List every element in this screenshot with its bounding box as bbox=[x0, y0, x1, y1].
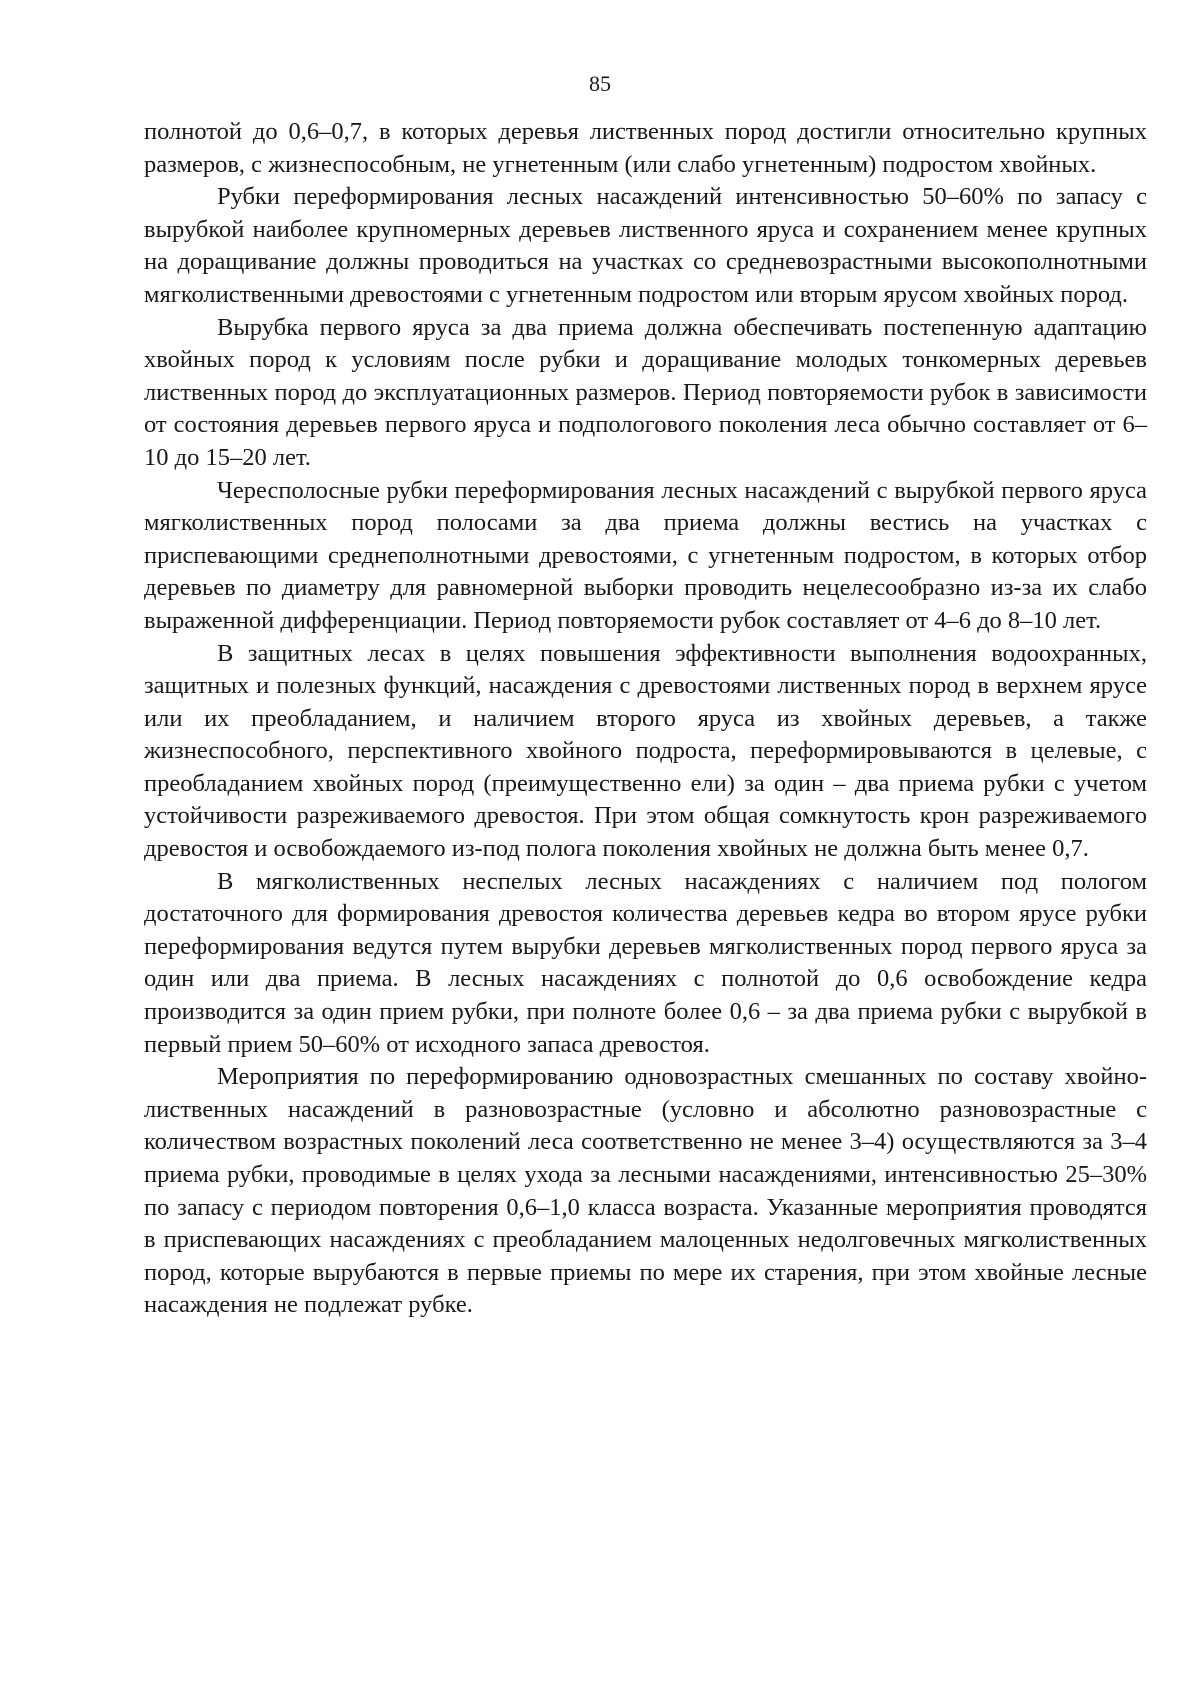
paragraph-uneven-aged-conversion: Мероприятия по переформированию одновозрастных смешанных по составу хвойно-лиственных насаждений в разновозрастные (условно и абсолютно разновозрастные с количеством возрастных поколений леса соответственно не менее 3–4) осуществляются за 3–4 приема рубки, проводимые в целях ухода за лесными насаждениями, интенсивностью 25–30% по запасу с периодом повторения 0,6–1,0 класса возраста. Указанные мероприятия проводятся в приспевающих насаждениях с преобладанием малоценных недолговечных мягколиственных пород, которые вырубаются в первые приемы по мере их старения, при этом хвойные лесные насаждения не подлежат рубке. bbox=[144, 1063, 1147, 1319]
paragraph-first-tier-removal: Вырубка первого яруса за два приема должна обеспечивать постепенную адаптацию хвойных пород к условиям после рубки и доращивание молодых тонкомерных деревьев лиственных пород до эксплуатационных размеров. Период повторяемости рубок в зависимости от состояния деревьев первого яруса и подпологового поколения леса обычно составляет от 6–10 до 15–20 лет. bbox=[144, 313, 1147, 471]
page-number: 85 bbox=[589, 71, 611, 96]
paragraph-strip-cuttings: Чересполосные рубки переформирования лесных насаждений с вырубкой первого яруса мягколиственных пород полосами за два приема должны вестись на участках с приспевающими среднеполнотными древостоями, с угнетенным подростом, в которых отбор деревьев по диаметру для равномерной выборки проводить нецелесообразно из-за их слабо выраженной дифференциации. Период повторяемости рубок составляет от 4–6 до 8–10 лет. bbox=[144, 476, 1147, 634]
paragraph-cedar-release: В мягколиственных неспелых лесных насаждениях с наличием под пологом достаточного для формирования древостоя количества деревьев кедра во втором ярусе рубки переформирования ведутся путем вырубки деревьев мягколиственных пород первого яруса за один или два приема. В лесных насаждениях с полнотой до 0,6 освобождение кедра производится за один прием рубки, при полноте более 0,6 – за два приема рубки с вырубкой в первый прием 50–60% от исходного запаса древостоя. bbox=[144, 867, 1147, 1058]
paragraph-continuation: полнотой до 0,6–0,7, в которых деревья лиственных пород достигли относительно крупных размеров, с жизнеспособным, не угнетенным (или слабо угнетенным) подростом хвойных. bbox=[144, 118, 1147, 178]
body-text bbox=[144, 116, 1147, 1322]
paragraph-reformation-cuttings: Рубки переформирования лесных насаждений интенсивностью 50–60% по запасу с вырубкой наиболее крупномерных деревьев лиственного яруса и сохранением менее крупных на доращивание должны проводиться на участках со средневозрастными высокополнотными мягколиственными древостоями с угнетенным подростом или вторым ярусом хвойных пород. bbox=[144, 183, 1147, 308]
paragraph-protective-forests: В защитных лесах в целях повышения эффективности выполнения водоохранных, защитных и полезных функций, насаждения с древостоями лиственных пород в верхнем ярусе или их преобладанием, и наличием второго яруса из хвойных деревьев, а также жизнеспособного, перспективного хвойного подроста, переформировываются в целевые, с преобладанием хвойных пород (преимущественно ели) за один – два приема рубки с учетом устойчивости разреживаемого древостоя. При этом общая сомкнутость крон разреживаемого древостоя и освобождаемого из-под полога поколения хвойных не должна быть менее 0,7. bbox=[144, 639, 1147, 863]
